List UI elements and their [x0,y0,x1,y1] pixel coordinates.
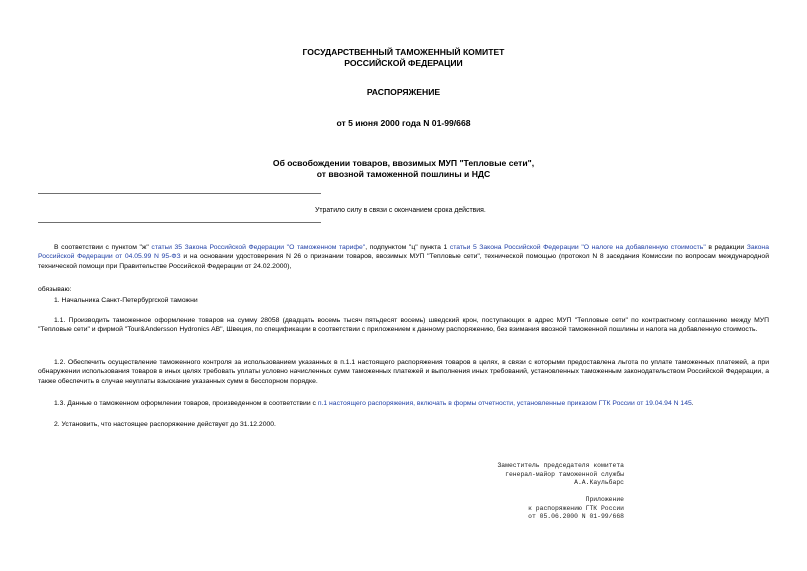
authority-line-1: ГОСУДАРСТВЕННЫЙ ТАМОЖЕННЫЙ КОМИТЕТ [302,47,505,57]
link-gtk-order-145[interactable]: приказом ГТК России от 19.04.94 N 145 [567,400,692,407]
link-customs-tariff-law[interactable]: статьи 35 Закона Российской Федерации "О таможенном тарифе" [151,244,366,251]
document-date-number: от 5 июня 2000 года N 01-99/668 [336,118,471,128]
item-2: 2. Установить, что настоящее распоряжение действует до 31.12.2000. [54,421,276,428]
signature-name: А.А.Каульбарс [574,479,624,487]
link-law-95-fz[interactable]: Закона Российской Федерации от 04.05.99 N 95-ФЗ [38,244,769,261]
preamble-paragraph [38,243,769,271]
signature-line-1: Заместитель председателя комитета [497,462,624,469]
authority-line-2: РОССИЙСКОЙ ФЕДЕРАЦИИ [344,58,463,68]
document-subject [0,158,807,180]
item-1-3 [38,399,769,408]
appendix-line-2: к распоряжению ГТК России [528,504,624,512]
status-note: Утратило силу в связи с окончанием срока действия. [315,207,486,214]
link-vat-law[interactable]: статьи 5 Закона Российской Федерации "О налоге на добавленную стоимость" [449,244,706,251]
preamble-text-3: в редакции [705,244,747,251]
item-1: 1. Начальника Санкт-Петербургской таможни [54,297,198,304]
appendix-line-3: от 05.06.2000 N 01-99/668 [528,513,624,521]
issuing-authority [0,47,807,69]
appendix-block [528,496,624,522]
item-1-3-text-3: . [691,400,694,407]
subject-line-2: от ввозной таможенной пошлины и НДС [316,169,491,179]
preamble-text-2: , подпунктом "ц" пункта 1 [365,244,450,251]
link-item-1[interactable]: п.1 настоящего распоряжения [317,400,414,407]
obligate-line: обязываю: [38,286,72,293]
signature-line-2: генерал-майор таможенной службы [505,470,624,478]
item-1-1: 1.1. Производить таможенное оформление товаров на сумму 28058 (двадцать восемь тысяч пятьдесят восемь) шведский крон, поступающих в адрес МУП "Тепловые сети" по контрактному соглашению между МУП "Тепловые сети" и фирмой "Tour&Andersson Hydronics AB", Швеция, по спецификации в соответствии с приложением к данному распоряжению, без взимания ввозной таможенной пошлины и налога на добавленную стоимость. [38,317,769,334]
signature-block [497,462,624,488]
appendix-line-1: Приложение [585,496,624,503]
preamble-text-1: В соответствии с пунктом "ж" [54,244,152,251]
divider-top [38,193,321,194]
item-1-3-text-1: 1.3. Данные о таможенном оформлении товаров, произведенном в соответствии с [54,400,318,407]
item-1-3-text-2: , включать в формы отчетности, установленные [413,400,568,407]
divider-bottom [38,222,321,223]
preamble-text-4: и на основании удостоверения N 26 о признании товаров, ввозимых МУП "Тепловые сети", технической помощью (протокол N 8 заседания Комиссии по вопросам международной технической помощи при Правительстве Российской Федерации от 24.02.2000), [38,253,770,270]
item-1-2: 1.2. Обеспечить осуществление таможенного контроля за использованием указанных в п.1.1 настоящего распоряжения товаров в целях, в связи с которыми предоставлена льгота по уплате таможенных платежей, а при обнаружении использования товаров в иных целях требовать уплаты условно начисленных сумм таможенных платежей и выполнения иных требований, установленных таможенным законодательством Российской Федерации, а также обеспечить в случае неуплаты взыскание указанных сумм в бесспорном порядке. [38,359,769,385]
subject-line-1: Об освобождении товаров, ввозимых МУП "Тепловые сети", [272,158,535,168]
document-type: РАСПОРЯЖЕНИЕ [366,87,441,97]
